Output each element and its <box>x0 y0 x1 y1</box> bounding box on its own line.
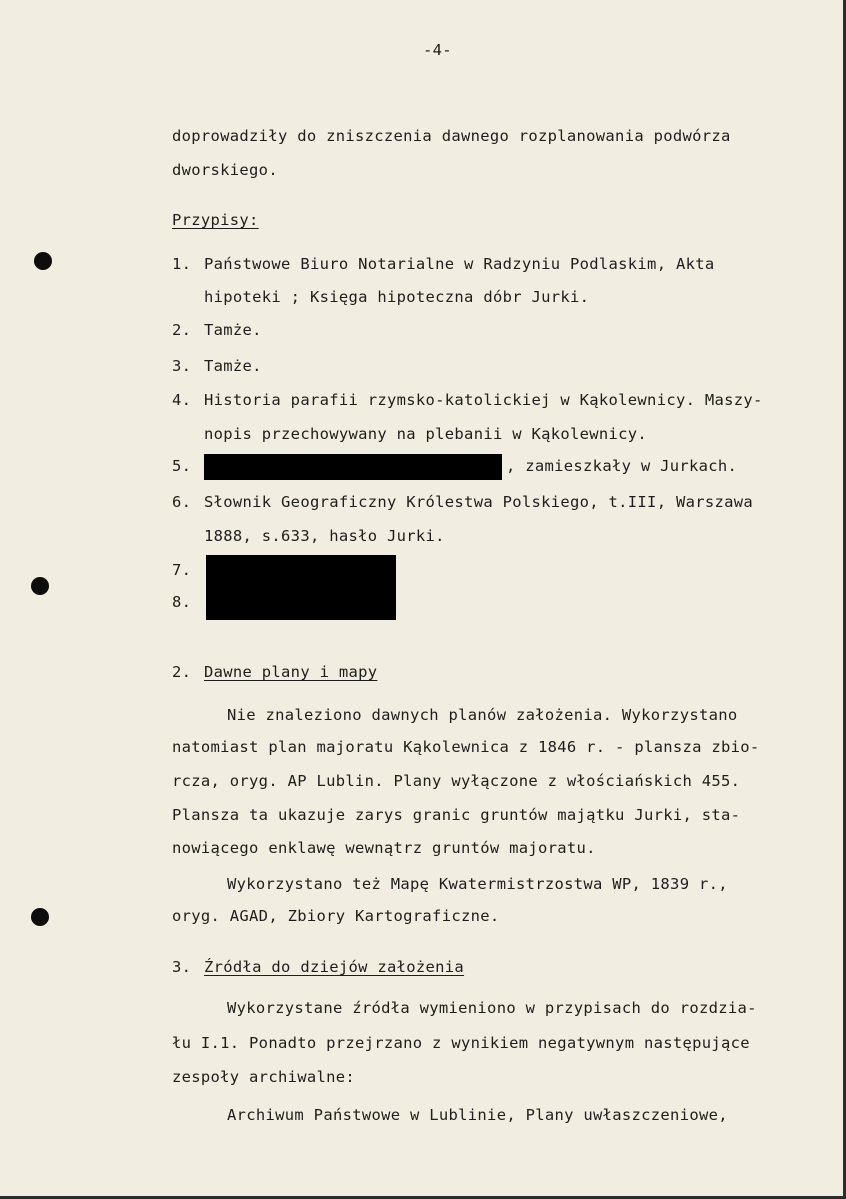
punch-hole <box>31 577 49 595</box>
section-number: 3. <box>172 958 192 976</box>
footnote-text: Tamże. <box>204 357 262 375</box>
section-title: Źródła do dziejów założenia <box>204 958 465 976</box>
paragraph-line: rcza, oryg. AP Lublin. Plany wyłączone z włościańskich 455. <box>172 772 741 790</box>
footnote-text: Tamże. <box>204 321 262 339</box>
paragraph-line: zespoły archiwalne: <box>172 1068 356 1086</box>
footnote-number: 4. <box>172 391 192 409</box>
page-number: -4- <box>423 41 452 59</box>
punch-hole <box>34 252 52 270</box>
paragraph-line: nowiącego enklawę wewnątrz gruntów majoratu. <box>172 839 596 857</box>
footnote-text: , zamieszkały w Jurkach. <box>506 457 738 475</box>
footnote-number: 1. <box>172 255 192 273</box>
redaction-bar <box>204 454 502 480</box>
section-number: 2. <box>172 663 192 681</box>
footnote-text: Państwowe Biuro Notarialne w Radzyniu Podlaskim, Akta <box>204 255 715 273</box>
paragraph-line: oryg. AGAD, Zbiory Kartograficzne. <box>172 907 500 925</box>
paragraph-line: Nie znaleziono dawnych planów założenia. Wykorzystano <box>227 706 738 724</box>
footnote-text: Historia parafii rzymsko-katolickiej w Kąkolewnicy. Maszy- <box>204 391 763 409</box>
footnote-number: 7. <box>172 561 192 579</box>
intro-line: dworskiego. <box>172 161 278 179</box>
footnote-text: nopis przechowywany na plebanii w Kąkolewnicy. <box>204 425 648 443</box>
footnote-number: 5. <box>172 457 192 475</box>
footnote-number: 3. <box>172 357 192 375</box>
footnotes-heading: Przypisy: <box>172 211 259 229</box>
footnote-number: 8. <box>172 593 192 611</box>
footnote-number: 6. <box>172 493 192 511</box>
punch-hole <box>31 908 49 926</box>
paragraph-line: Wykorzystano też Mapę Kwatermistrzostwa WP, 1839 r., <box>227 875 728 893</box>
intro-line: doprowadziły do zniszczenia dawnego rozplanowania podwórza <box>172 127 731 145</box>
paragraph-line: Wykorzystane źródła wymieniono w przypisach do rozdzia- <box>227 999 757 1017</box>
paragraph-line: łu I.1. Ponadto przejrzano z wynikiem negatywnym następujące <box>172 1034 750 1052</box>
footnote-text: 1888, s.633, hasło Jurki. <box>204 527 445 545</box>
footnote-number: 2. <box>172 321 192 339</box>
footnote-text: Słownik Geograficzny Królestwa Polskiego, t.III, Warszawa <box>204 493 754 511</box>
section-title: Dawne plany i mapy <box>204 663 378 681</box>
paragraph-line: natomiast plan majoratu Kąkolewnica z 1846 r. - plansza zbio- <box>172 738 760 756</box>
footnote-text-redacted <box>204 453 737 480</box>
footnote-text: hipoteki ; Księga hipoteczna dóbr Jurki. <box>204 288 590 306</box>
paragraph-line: Plansza ta ukazuje zarys granic gruntów majątku Jurki, sta- <box>172 806 741 824</box>
redaction-block <box>206 555 396 620</box>
paragraph-line: Archiwum Państwowe w Lublinie, Plany uwłaszczeniowe, <box>227 1106 728 1124</box>
